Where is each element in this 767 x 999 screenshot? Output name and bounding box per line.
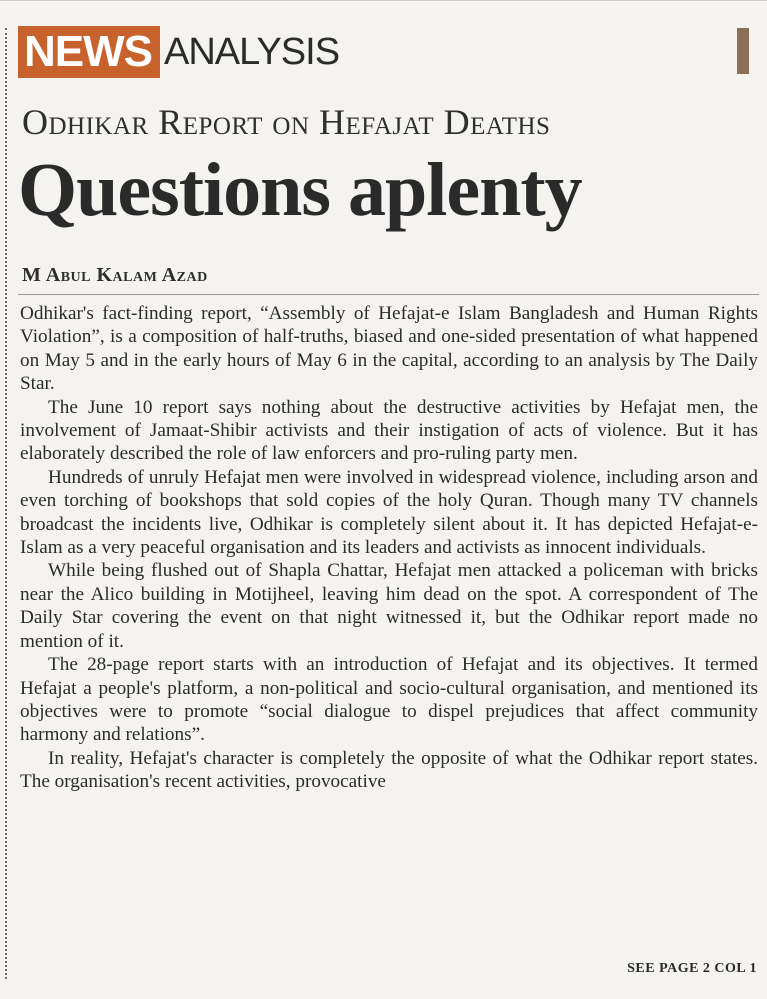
body-paragraph: Hundreds of unruly Hefajat men were involved in widespread violence, including arson and even torching of bookshops that sold copies of the holy Quran. Though many TV channels broadcast the incidents live, Odhikar is completely silent about it. It has depicted Hefajat-e-Islam as a very peaceful organisation and its leaders and activists as innocent individuals. [20, 466, 758, 559]
body-paragraph: The June 10 report says nothing about the destructive activities by Hefajat men, the involvement of Jamaat-Shibir activists and their instigation of acts of violence. But it has elaborately described the role of law enforcers and pro-ruling party men. [20, 396, 758, 465]
kicker-analysis-label: ANALYSIS [164, 31, 340, 73]
article-subhead: Odhikar Report on Hefajat Deaths [22, 102, 551, 142]
column-dotted-rule [5, 28, 7, 979]
kicker-accent-bar [737, 28, 749, 74]
article-body [20, 302, 758, 794]
body-paragraph: The 28-page report starts with an introduction of Hefajat and its objectives. It termed Hefajat a people's platform, a non-political and socio-cultural organisation, and mentioned its objectives were to promote “social dialogue to dispel prejudices that affect community harmony and relations”. [20, 654, 758, 746]
kicker-news-label: NEWS [18, 26, 160, 78]
continuation-jump-line: SEE PAGE 2 COL 1 [627, 961, 757, 976]
article-headline: Questions aplenty [18, 148, 582, 232]
body-paragraph: While being flushed out of Shapla Chattar, Hefajat men attacked a policeman with bricks near the Alico building in Motijheel, leaving him dead on the spot. A correspondent of The Daily Star covering the event on that night witnessed it, but the Odhikar report made no mention of it. [20, 560, 758, 652]
article-byline: M Abul Kalam Azad [22, 264, 208, 286]
body-paragraph: Odhikar's fact-finding report, “Assembly of Hefajat-e Islam Bangladesh and Human Rights Violation”, is a composition of half-truths, biased and one-sided presentation of what happened on May 5 and in the early hours of May 6 in the capital, according to an analysis by The Daily Star. [20, 303, 758, 395]
section-kicker [18, 24, 339, 80]
byline-divider [18, 294, 759, 295]
body-paragraph: In reality, Hefajat's character is completely the opposite of what the Odhikar report states. The organisation's recent activities, provocative [20, 747, 758, 793]
top-rule [0, 0, 767, 1]
